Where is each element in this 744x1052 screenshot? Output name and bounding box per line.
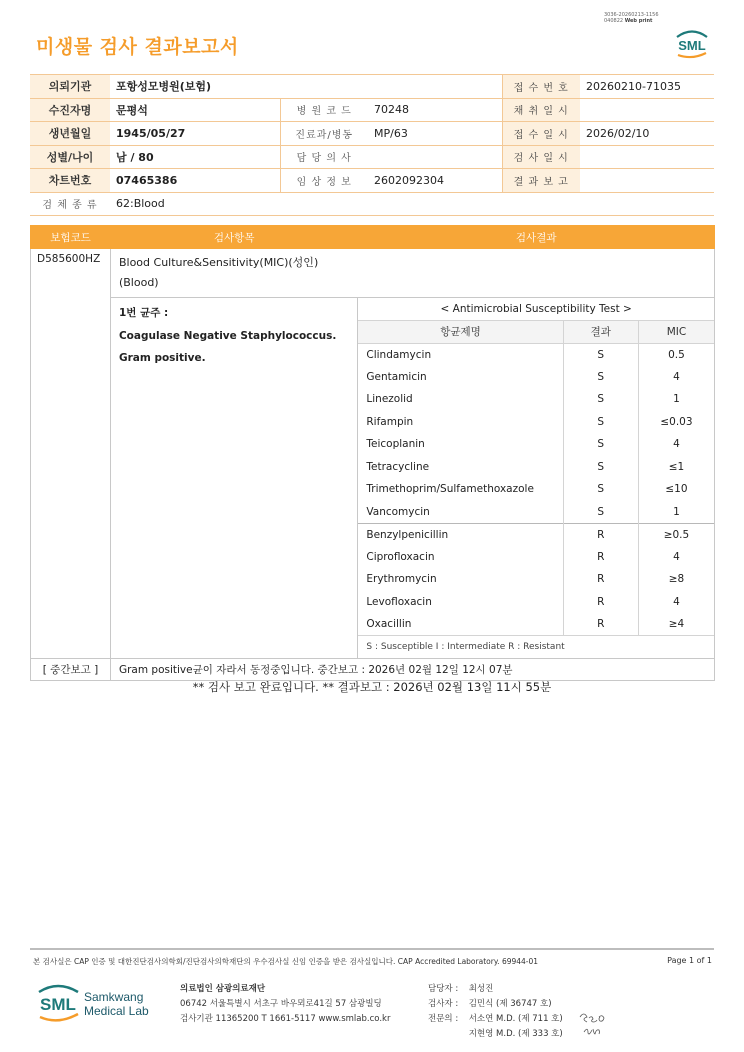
- organization-info: [180, 982, 390, 1027]
- ast-row: [358, 523, 714, 546]
- specialist-label: 전문의 :: [428, 1014, 459, 1024]
- ast-row: [358, 366, 714, 389]
- staff-info: [428, 982, 563, 1042]
- ast-result: S: [563, 433, 638, 456]
- info-row: [30, 122, 714, 146]
- ast-result: R: [563, 613, 638, 636]
- test-name-line2: (Blood): [118, 276, 159, 289]
- interim-label: [ 중간보고 ]: [31, 659, 111, 681]
- clinical-info-label: 임 상 정 보: [280, 169, 368, 193]
- org-name: 의료법인 삼광의료재단: [180, 984, 266, 994]
- clinical-info-value: 2602092304: [368, 169, 502, 193]
- mic-value: 4: [638, 433, 714, 456]
- organism-name: Coagulase Negative Staphylococcus.: [118, 329, 337, 342]
- mic-value: ≥0.5: [638, 523, 714, 546]
- mic-value: ≥4: [638, 613, 714, 636]
- ast-cell: [358, 298, 715, 659]
- signature-icon: [577, 1008, 611, 1040]
- hospital-code-value: 70248: [368, 98, 502, 122]
- ast-resistant-group: [358, 523, 714, 636]
- info-row: [30, 145, 714, 169]
- result-report-value: [580, 169, 714, 193]
- sex-age-label: 성별/나이: [30, 145, 110, 169]
- final-report-status: ** 검사 보고 완료입니다. ** 결과보고 : 2026년 02월 13일 11시 55분: [192, 680, 552, 694]
- ast-result: R: [563, 591, 638, 614]
- org-contact: 검사기관 11365200 T 1661-5117 www.smlab.co.kr: [180, 1014, 391, 1024]
- test-date-value: [580, 145, 714, 169]
- dept-label: 진료과/병동: [280, 122, 368, 146]
- ast-result: S: [563, 501, 638, 524]
- dob-value: 1945/05/27: [110, 122, 280, 146]
- mic-value: 0.5: [638, 343, 714, 366]
- test-name: [110, 249, 714, 298]
- test-row: [31, 249, 715, 298]
- test-date-label: 검 사 일 시: [502, 145, 580, 169]
- antibiotic-name: Linezolid: [366, 393, 413, 406]
- dob-label: 생년월일: [30, 122, 110, 146]
- mic-value: 1: [638, 388, 714, 411]
- ast-row: [358, 388, 714, 411]
- ast-legend-row: [358, 636, 714, 659]
- ast-col-drug: 항균제명: [358, 321, 563, 344]
- results-header: [31, 226, 715, 249]
- result-report-label: 결 과 보 고: [502, 169, 580, 193]
- doctor-value: [368, 145, 502, 169]
- chart-no-label: 차트번호: [30, 169, 110, 193]
- col-test-item: 검사항목: [110, 226, 357, 249]
- dept-value: MP/63: [368, 122, 502, 146]
- ast-table: [358, 298, 714, 658]
- info-row: [30, 192, 714, 216]
- antibiotic-name: Erythromycin: [366, 573, 437, 586]
- ast-row: [358, 501, 714, 524]
- samkwang-logo-icon: [36, 980, 156, 1026]
- hospital-code-label: 병 원 코 드: [280, 98, 368, 122]
- receipt-no-value: 20260210-71035: [580, 75, 714, 99]
- mic-value: 4: [638, 591, 714, 614]
- antibiotic-name: Gentamicin: [366, 370, 427, 383]
- web-print-label: Web print: [624, 18, 653, 24]
- results-table: [30, 225, 715, 681]
- ast-result: S: [563, 478, 638, 501]
- mic-value: ≤10: [638, 478, 714, 501]
- ast-result: S: [563, 343, 638, 366]
- ast-header-row: [358, 321, 714, 344]
- receipt-date-value: 2026/02/10: [580, 122, 714, 146]
- logo-text: SML: [678, 38, 706, 53]
- footer-logo-sub1: Samkwang: [84, 990, 144, 1004]
- col-insurance-code: 보험코드: [31, 226, 111, 249]
- interim-row: [31, 659, 715, 681]
- certification-note: 본 검사실은 CAP 인증 및 대한진단검사의학회/진단검사의학재단의 우수검사실 신임 인증을 받은 검사실입니다. CAP Accredited Laboratory. 69944-01: [33, 957, 539, 966]
- specimen-value: 62:Blood: [110, 192, 714, 216]
- ast-row: [358, 478, 714, 501]
- ast-result: S: [563, 411, 638, 434]
- ast-result: R: [563, 523, 638, 546]
- ast-caption-row: [358, 298, 714, 321]
- organism-row: [31, 298, 715, 659]
- sml-logo-icon: [672, 24, 712, 64]
- patient-name-value: 문평석: [110, 98, 280, 122]
- ast-result: R: [563, 568, 638, 591]
- ast-row: [358, 591, 714, 614]
- mic-value: ≥8: [638, 568, 714, 591]
- ast-result: S: [563, 456, 638, 479]
- mic-value: 4: [638, 366, 714, 389]
- report-title: 미생물 검사 결과보고서: [36, 36, 239, 58]
- footer-logo-text: SML: [40, 995, 76, 1014]
- specimen-label: 검 체 종 류: [30, 192, 110, 216]
- col-test-result: 검사결과: [358, 226, 715, 249]
- antibiotic-name: Tetracycline: [366, 460, 430, 473]
- interim-text: Gram positive균이 자라서 동정중입니다. 중간보고 : 2026년 02월 12일 12시 07분: [110, 659, 714, 681]
- ast-caption: < Antimicrobial Susceptibility Test >: [358, 298, 714, 321]
- antibiotic-name: Benzylpenicillin: [358, 523, 563, 546]
- organism-gram: Gram positive.: [118, 352, 206, 364]
- manager-label: 담당자 :: [428, 984, 459, 994]
- footer-divider: [30, 948, 714, 950]
- org-address: 06742 서울특별시 서초구 바우뫼로41길 57 삼광빌딩: [180, 999, 382, 1009]
- info-row: [30, 75, 714, 99]
- ast-row: [358, 546, 714, 569]
- ast-row: [358, 568, 714, 591]
- specialist-name-1: 서소연 M.D. (제 711 호): [468, 1014, 563, 1024]
- reference-number: 040822: [604, 18, 624, 24]
- antibiotic-name: Vancomycin: [366, 505, 430, 518]
- request-org-value: 포항성모병원(보험): [110, 75, 502, 99]
- mic-value: 4: [638, 546, 714, 569]
- mic-value: 1: [638, 501, 714, 524]
- manager-name: 최성진: [468, 984, 494, 994]
- ast-result: R: [563, 546, 638, 569]
- tester-name: 김민식 (제 36747 호): [468, 999, 552, 1009]
- collect-date-label: 채 취 일 시: [502, 98, 580, 122]
- chart-no-value: 07465386: [110, 169, 280, 193]
- ast-result: S: [563, 366, 638, 389]
- mic-value: ≤1: [638, 456, 714, 479]
- patient-name-label: 수진자명: [30, 98, 110, 122]
- page-number: Page 1 of 1: [667, 956, 712, 965]
- antibiotic-name: Trimethoprim/Sulfamethoxazole: [366, 483, 534, 496]
- organism-label: 1번 균주 :: [118, 307, 169, 319]
- reference-id: 3036-20260213-1156: [604, 12, 659, 18]
- specialist-name-2: 지현영 M.D. (제 333 호): [468, 1029, 563, 1039]
- organism-cell: [110, 298, 357, 659]
- antibiotic-name: Rifampin: [366, 415, 414, 428]
- ast-row: [358, 613, 714, 636]
- antibiotic-name: Teicoplanin: [366, 438, 425, 451]
- ast-susceptible-group: [358, 343, 714, 523]
- ast-col-result: 결과: [563, 321, 638, 344]
- receipt-date-label: 접 수 일 시: [502, 122, 580, 146]
- info-row: [30, 98, 714, 122]
- sex-age-value: 남 / 80: [110, 145, 280, 169]
- test-name-line1: Blood Culture&Sensitivity(MIC)(성인): [118, 256, 319, 269]
- report-reference: [604, 12, 659, 24]
- antibiotic-name: Levofloxacin: [366, 595, 432, 608]
- insurance-code: D585600HZ: [31, 249, 111, 659]
- patient-info-table: [30, 74, 714, 216]
- ast-row: [358, 343, 714, 366]
- footer-logo-sub2: Medical Lab: [84, 1004, 149, 1018]
- info-row: [30, 169, 714, 193]
- receipt-no-label: 접 수 번 호: [502, 75, 580, 99]
- collect-date-value: [580, 98, 714, 122]
- ast-row: [358, 411, 714, 434]
- ast-legend: S : Susceptible I : Intermediate R : Resistant: [358, 636, 714, 659]
- request-org-label: 의뢰기관: [30, 75, 110, 99]
- antibiotic-name: Clindamycin: [366, 348, 432, 361]
- doctor-label: 담 당 의 사: [280, 145, 368, 169]
- ast-row: [358, 433, 714, 456]
- ast-col-mic: MIC: [638, 321, 714, 344]
- tester-label: 검사자 :: [428, 999, 459, 1009]
- antibiotic-name: Ciprofloxacin: [366, 550, 435, 563]
- antibiotic-name: Oxacillin: [366, 618, 412, 630]
- ast-result: S: [563, 388, 638, 411]
- mic-value: ≤0.03: [638, 411, 714, 434]
- ast-row: [358, 456, 714, 479]
